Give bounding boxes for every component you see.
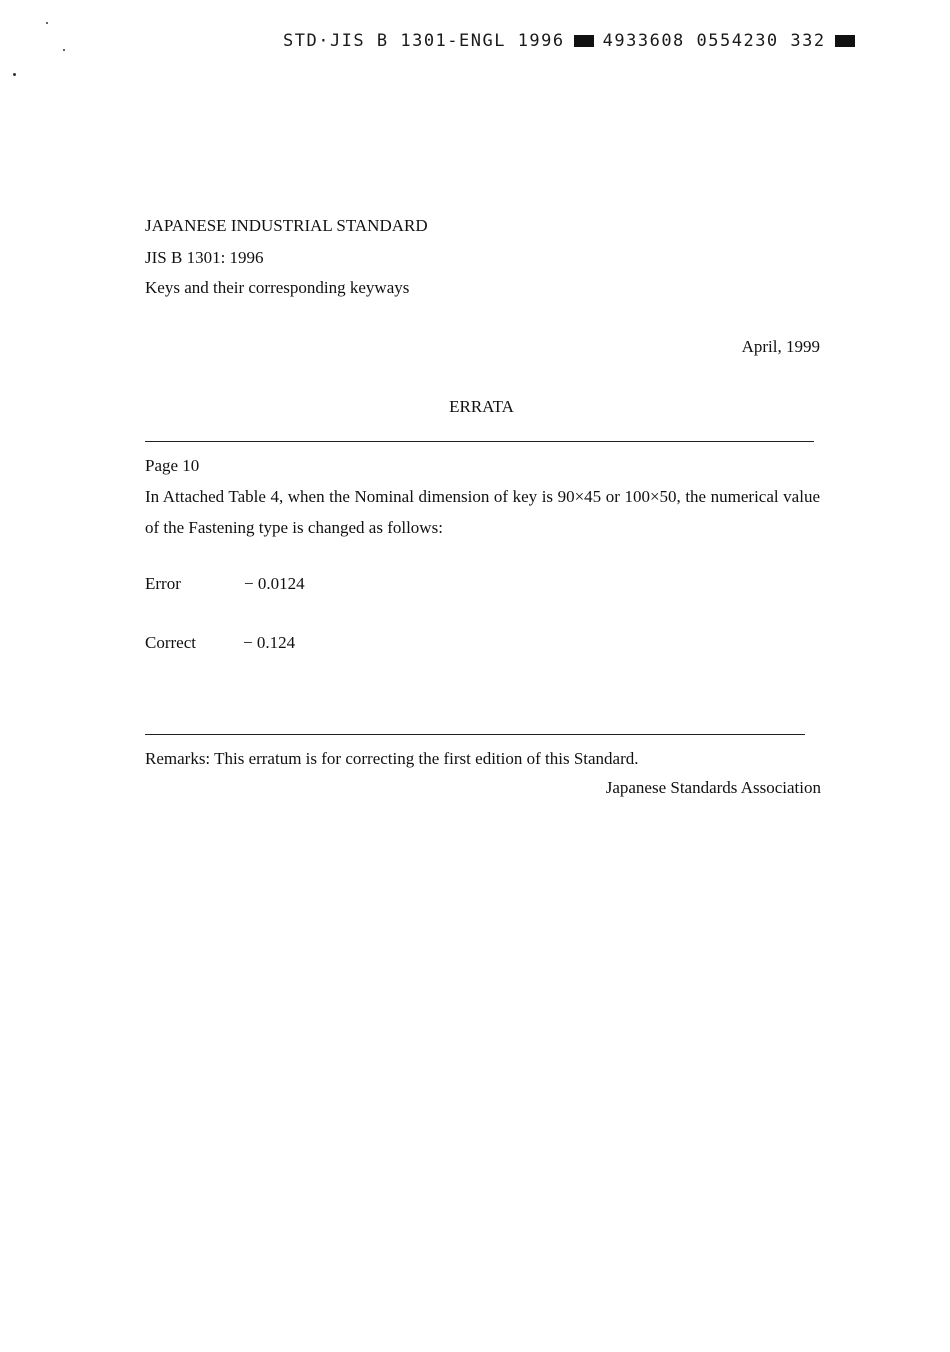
page-reference: Page 10 <box>145 456 200 475</box>
document-header-code <box>283 31 864 51</box>
scan-speck <box>13 73 16 76</box>
header-bar-2 <box>835 35 855 47</box>
remarks-note: Remarks: This erratum is for correcting the first edition of this Standard. <box>145 749 639 768</box>
top-divider <box>145 441 814 442</box>
header-code-right: 4933608 0554230 332 <box>602 31 826 51</box>
correct-value: − 0.124 <box>243 633 296 652</box>
error-value: − 0.0124 <box>244 574 305 593</box>
error-label: Error <box>145 574 181 593</box>
header-code-left: STD·JIS B 1301-ENGL 1996 <box>283 31 565 51</box>
scan-speck <box>63 49 65 51</box>
standard-title: Keys and their corresponding keyways <box>145 278 410 297</box>
header-bar-1 <box>574 35 594 47</box>
correct-label: Correct <box>145 633 196 652</box>
standard-number: JIS B 1301: 1996 <box>145 248 264 267</box>
publisher-name: Japanese Standards Association <box>605 778 821 797</box>
correction-description: In Attached Table 4, when the Nominal dimension of key is 90×45 or 100×50, the numerical value of the Fastening type is changed as follows: <box>145 487 820 537</box>
standard-organization: JAPANESE INDUSTRIAL STANDARD <box>145 216 428 235</box>
notice-date: April, 1999 <box>741 337 820 356</box>
bottom-divider <box>145 734 805 735</box>
scan-speck <box>46 22 48 24</box>
errata-heading: ERRATA <box>449 397 514 416</box>
